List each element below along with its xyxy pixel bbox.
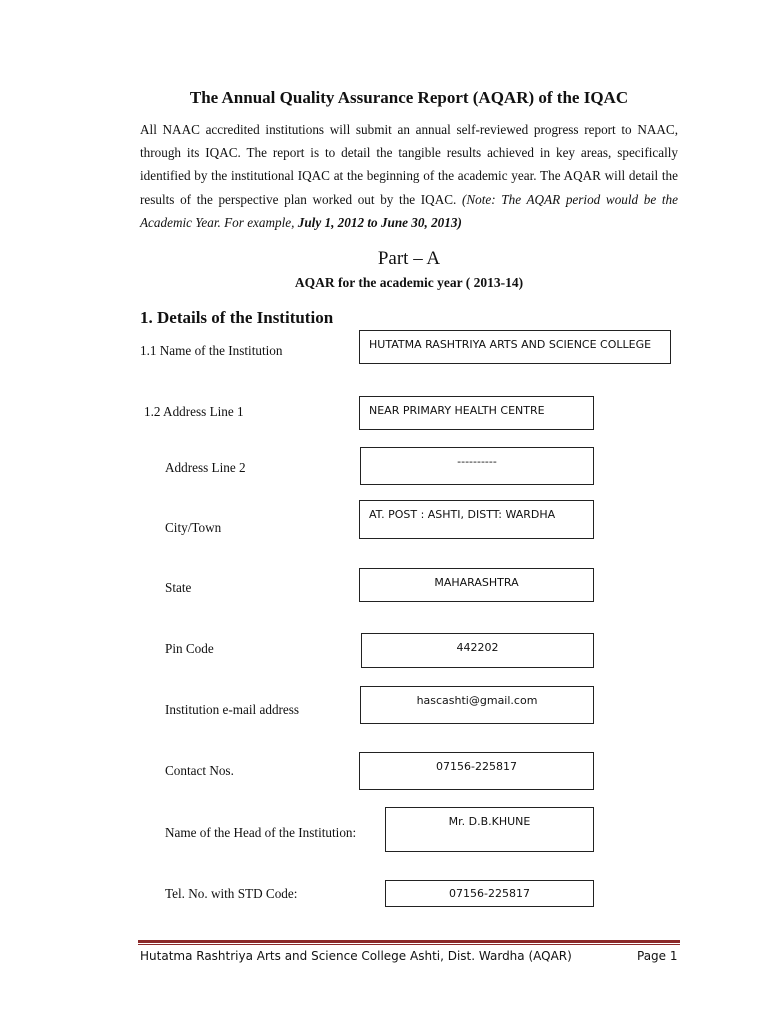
label-tel-no: Tel. No. with STD Code:	[165, 886, 298, 901]
institution-name-field: HUTATMA RASHTRIYA ARTS AND SCIENCE COLLEGE	[359, 330, 671, 364]
state-field: MAHARASHTRA	[359, 568, 594, 602]
contact-nos-field: 07156-225817	[359, 752, 594, 790]
label-pin-code: Pin Code	[165, 641, 214, 656]
email-field: hascashti@gmail.com	[360, 686, 594, 724]
label-address-line-1: 1.2 Address Line 1	[144, 404, 244, 419]
intro-note: (Note: The AQAR period would be the Academic Year. For example,	[140, 191, 678, 230]
pin-code-field: 442202	[361, 633, 594, 668]
document-title: The Annual Quality Assurance Report (AQAR) of the IQAC	[189, 88, 629, 107]
label-address-line-2: Address Line 2	[165, 460, 246, 475]
footer-divider	[138, 940, 680, 943]
city-town-field: AT. POST : ASHTI, DISTT: WARDHA	[359, 500, 594, 539]
intro-note-dates: July 1, 2012 to June 30, 2013)	[297, 214, 462, 230]
footer-college-name: Hutatma Rashtriya Arts and Science College Ashti, Dist. Wardha (AQAR)	[140, 949, 572, 963]
tel-no-field: 07156-225817	[385, 880, 594, 907]
label-contact-nos: Contact Nos.	[165, 763, 234, 778]
academic-year-subtitle: AQAR for the academic year ( 2013-14)	[294, 275, 524, 290]
head-of-institution-field: Mr. D.B.KHUNE	[385, 807, 594, 852]
label-city-town: City/Town	[165, 520, 222, 535]
label-email: Institution e-mail address	[165, 702, 300, 717]
intro-text: All NAAC accredited institutions will submit an annual self-reviewed progress report to NAAC, through its IQAC. The report is to detail the tangible results achieved in key areas, specifically identified by the institutional IQAC at the beginning of the academic year. The AQAR will detail the results of the perspective plan worked out by the IQAC.	[140, 122, 678, 207]
label-institution-name: 1.1 Name of the Institution	[140, 343, 283, 358]
label-state: State	[165, 580, 192, 595]
footer-divider-thin	[138, 944, 680, 945]
label-head-of-institution: Name of the Head of the Institution:	[165, 825, 357, 840]
part-heading: Part – A	[377, 248, 441, 269]
section-heading: 1. Details of the Institution	[140, 308, 334, 327]
address-line-1-field: NEAR PRIMARY HEALTH CENTRE	[359, 396, 594, 430]
address-line-2-field: ----------	[360, 447, 594, 485]
page-number: Page 1	[637, 949, 678, 963]
intro-paragraph	[140, 118, 678, 234]
